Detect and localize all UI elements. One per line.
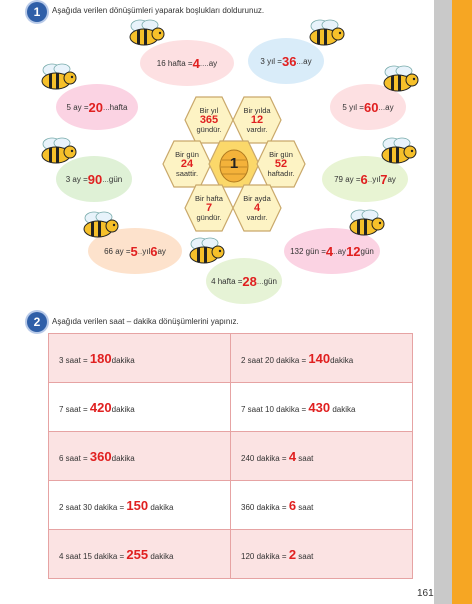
question-1-instruction: Aşağıda verilen dönüşümleri yaparak boşlukları doldurunuz. [52,6,265,15]
oval-16-hafta: 16 hafta = 4 .... ay [140,40,234,86]
hex-bir-ayda: Bir ayda 4 vardır. [232,184,282,232]
table-row [49,383,413,432]
table-cell: 360 dakika = 6 saat [231,481,413,530]
oval-79-ay: 79 ay = 6 .. yıl 7 ay [322,156,408,202]
hex-bir-hafta: Bir hafta 7 gündür. [184,184,234,232]
table-cell: 2 saat 20 dakika = 140dakika [231,334,413,383]
table-row [49,334,413,383]
question-2-instruction: Aşağıda verilen saat – dakika dönüşümlerini yapınız. [52,317,239,326]
hex-bir-gun-saat: Bir gün 24 saattir. [162,140,212,188]
oval-4-hafta: 4 hafta = 28 ... gün [206,258,282,304]
table-row [49,432,413,481]
table-cell: 7 saat 10 dakika = 430 dakika [231,383,413,432]
oval-66-ay: 66 ay = 5 .. yıl 6 ay [88,228,182,274]
table-row [49,481,413,530]
table-cell: 120 dakika = 2 saat [231,530,413,579]
table-cell: 6 saat = 360dakika [49,432,231,481]
bee-icon [304,18,348,48]
table-cell: 4 saat 15 dakika = 255 dakika [49,530,231,579]
table-cell: 240 dakika = 4 saat [231,432,413,481]
center-number: 1 [229,155,239,173]
hex-bir-yilda: Bir yılda 12 vardır. [232,96,282,144]
page-edge-gray [434,0,452,604]
bee-icon [36,62,80,92]
question-2-badge: 2 [27,312,47,332]
oval-3-yil: 3 yıl = 36 ... ay [248,38,324,84]
conversion-table [48,333,413,579]
hex-center [208,140,260,188]
table-cell: 2 saat 30 dakika = 150 dakika [49,481,231,530]
oval-5-ay: 5 ay = 20 ... hafta [56,84,138,130]
page-edge-tab [452,0,472,604]
oval-132-gun: 132 gün = 4 .. ay 12 gün [284,228,380,274]
bee-icon [376,136,420,166]
bee-icon [124,18,168,48]
table-row [49,530,413,579]
hex-bir-yil: Bir yıl 365 gündür. [184,96,234,144]
bee-icon [378,64,422,94]
bee-icon [36,136,80,166]
bee-icon [344,208,388,238]
oval-3-ay: 3 ay = 90 ... gün [56,156,132,202]
table-cell: 7 saat = 420dakika [49,383,231,432]
page-number: 161 [417,588,434,599]
hex-bir-yil-hafta: Bir gün 52 haftadır. [256,140,306,188]
bee-icon [184,236,228,266]
bee-icon [78,210,122,240]
oval-5-yil: 5 yıl = 60 ... ay [330,84,406,130]
question-1-badge: 1 [27,2,47,22]
table-cell: 3 saat = 180dakika [49,334,231,383]
